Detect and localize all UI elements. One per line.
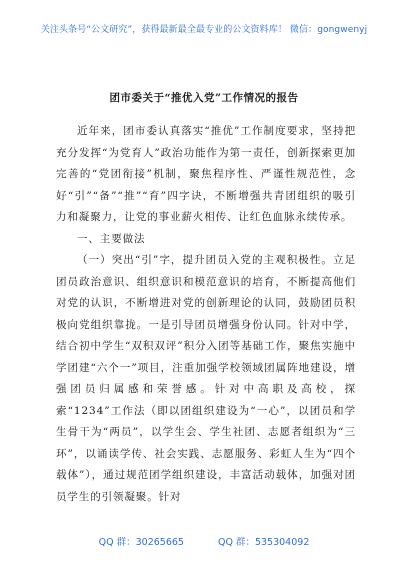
section-heading: 一、主要做法 bbox=[77, 232, 146, 245]
footer-qq-group-1: QQ 群：30265665 bbox=[98, 537, 184, 548]
document-body bbox=[56, 121, 356, 508]
intro-paragraph: 近年来，团市委认真落实“推优”工作制度要求，坚持把充分发挥“为党育人”政治功能作为第一责任，创新探索更加完善的“党团衔接”机制，聚焦程序性、严谨性规范性，念好“引”“备”“推”“育”四字诀，不断增强共青团组织的吸引力和凝聚力，让党的事业薪火相传、让红色血脉永续传承。 bbox=[56, 125, 356, 223]
footer-contact bbox=[0, 534, 408, 548]
header-promo-note: 关注头条号“公文研究”，获得最新最全最专业的公文资料库！ 微信：gongwenyj bbox=[40, 25, 368, 35]
subsection-paragraph: （一）突出“引”字，提升团员入党的主观积极性。立足团员政治意识、组织意识和模范意识的培育，不断提高他们对党的认识，不断增进对党的创新理论的认同，鼓励团员积极向党组织靠拢。一是引导团员增强身份认同。针对中学，结合初中学生“双积双评”积分入团等基础工作，聚焦实施中学团建“六个一”项目，注重加强学校领域团属阵地建设，增强团员归属感和荣誉感。针对中高职及高校，探索“1234”工作法（即以团组织建设为“一心”，以团员和学生骨干为“两员”，以学生会、学生社团、志愿者组织为“三环”，以诵读学传、社会实践、志愿服务、彩虹人生为“四个载体”），通过规范团学组织建设，丰富活动载体，加强对团员学生的引领凝聚。针对 bbox=[56, 254, 356, 503]
document-title: 团市委关于“推优入党”工作情况的报告 bbox=[109, 92, 299, 104]
footer-qq-group-2: QQ 群：535304092 bbox=[217, 537, 310, 548]
